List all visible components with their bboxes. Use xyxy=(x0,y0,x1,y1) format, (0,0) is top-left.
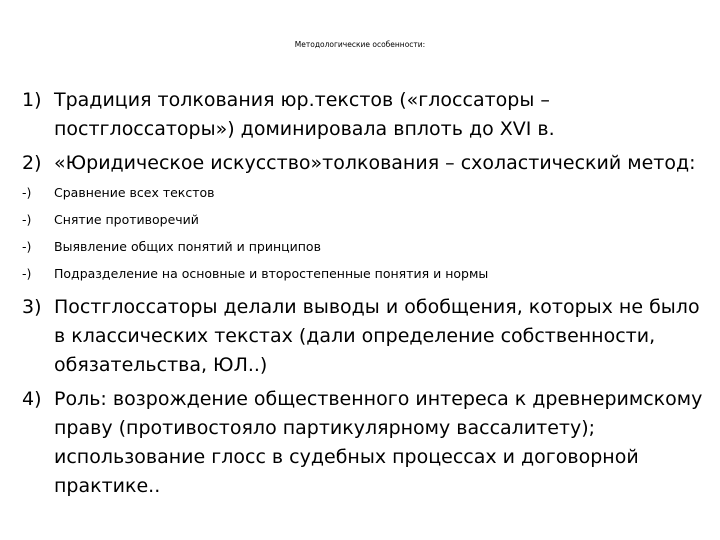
list-item-1 xyxy=(22,86,712,144)
item-number: 2) xyxy=(22,152,42,174)
item-text: Традиция толкования юр.текстов («глоссаторы – постглоссаторы») доминировала вплоть до XVI в. xyxy=(54,89,555,140)
sub-item-text: Сравнение всех текстов xyxy=(54,185,215,200)
item-number: 1) xyxy=(22,89,42,111)
item-text: Роль: возрождение общественного интереса к древнеримскому праву (противостояло партикулярному вассалитету); использование глосс в судебных процессах и договорной практике.. xyxy=(54,388,703,497)
slide-title: Методологические особенности: xyxy=(294,40,426,49)
sub-item-bullet: -) xyxy=(22,239,32,254)
list-item-3 xyxy=(22,293,712,380)
item-text: «Юридическое искусство»толкования – схоластический метод: xyxy=(54,152,696,174)
content-list xyxy=(22,86,712,506)
sub-item-bullet: -) xyxy=(22,212,32,227)
sub-item-1 xyxy=(22,183,712,202)
sub-item-3 xyxy=(22,237,712,256)
sub-item-text: Выявление общих понятий и принципов xyxy=(54,239,321,254)
item-text: Постглоссаторы делали выводы и обобщения, которых не было в классических текстах (дали определение собственности, обязательства, ЮЛ..) xyxy=(54,296,700,376)
sub-item-2 xyxy=(22,210,712,229)
sub-item-text: Снятие противоречий xyxy=(54,212,199,227)
item-number: 3) xyxy=(22,296,42,318)
item-number: 4) xyxy=(22,388,42,410)
sub-item-bullet: -) xyxy=(22,185,32,200)
list-item-2 xyxy=(22,149,712,178)
list-item-4 xyxy=(22,385,712,501)
sub-item-bullet: -) xyxy=(22,266,32,281)
sub-item-4 xyxy=(22,264,712,283)
sub-item-text: Подразделение на основные и второстепенные понятия и нормы xyxy=(54,266,489,281)
